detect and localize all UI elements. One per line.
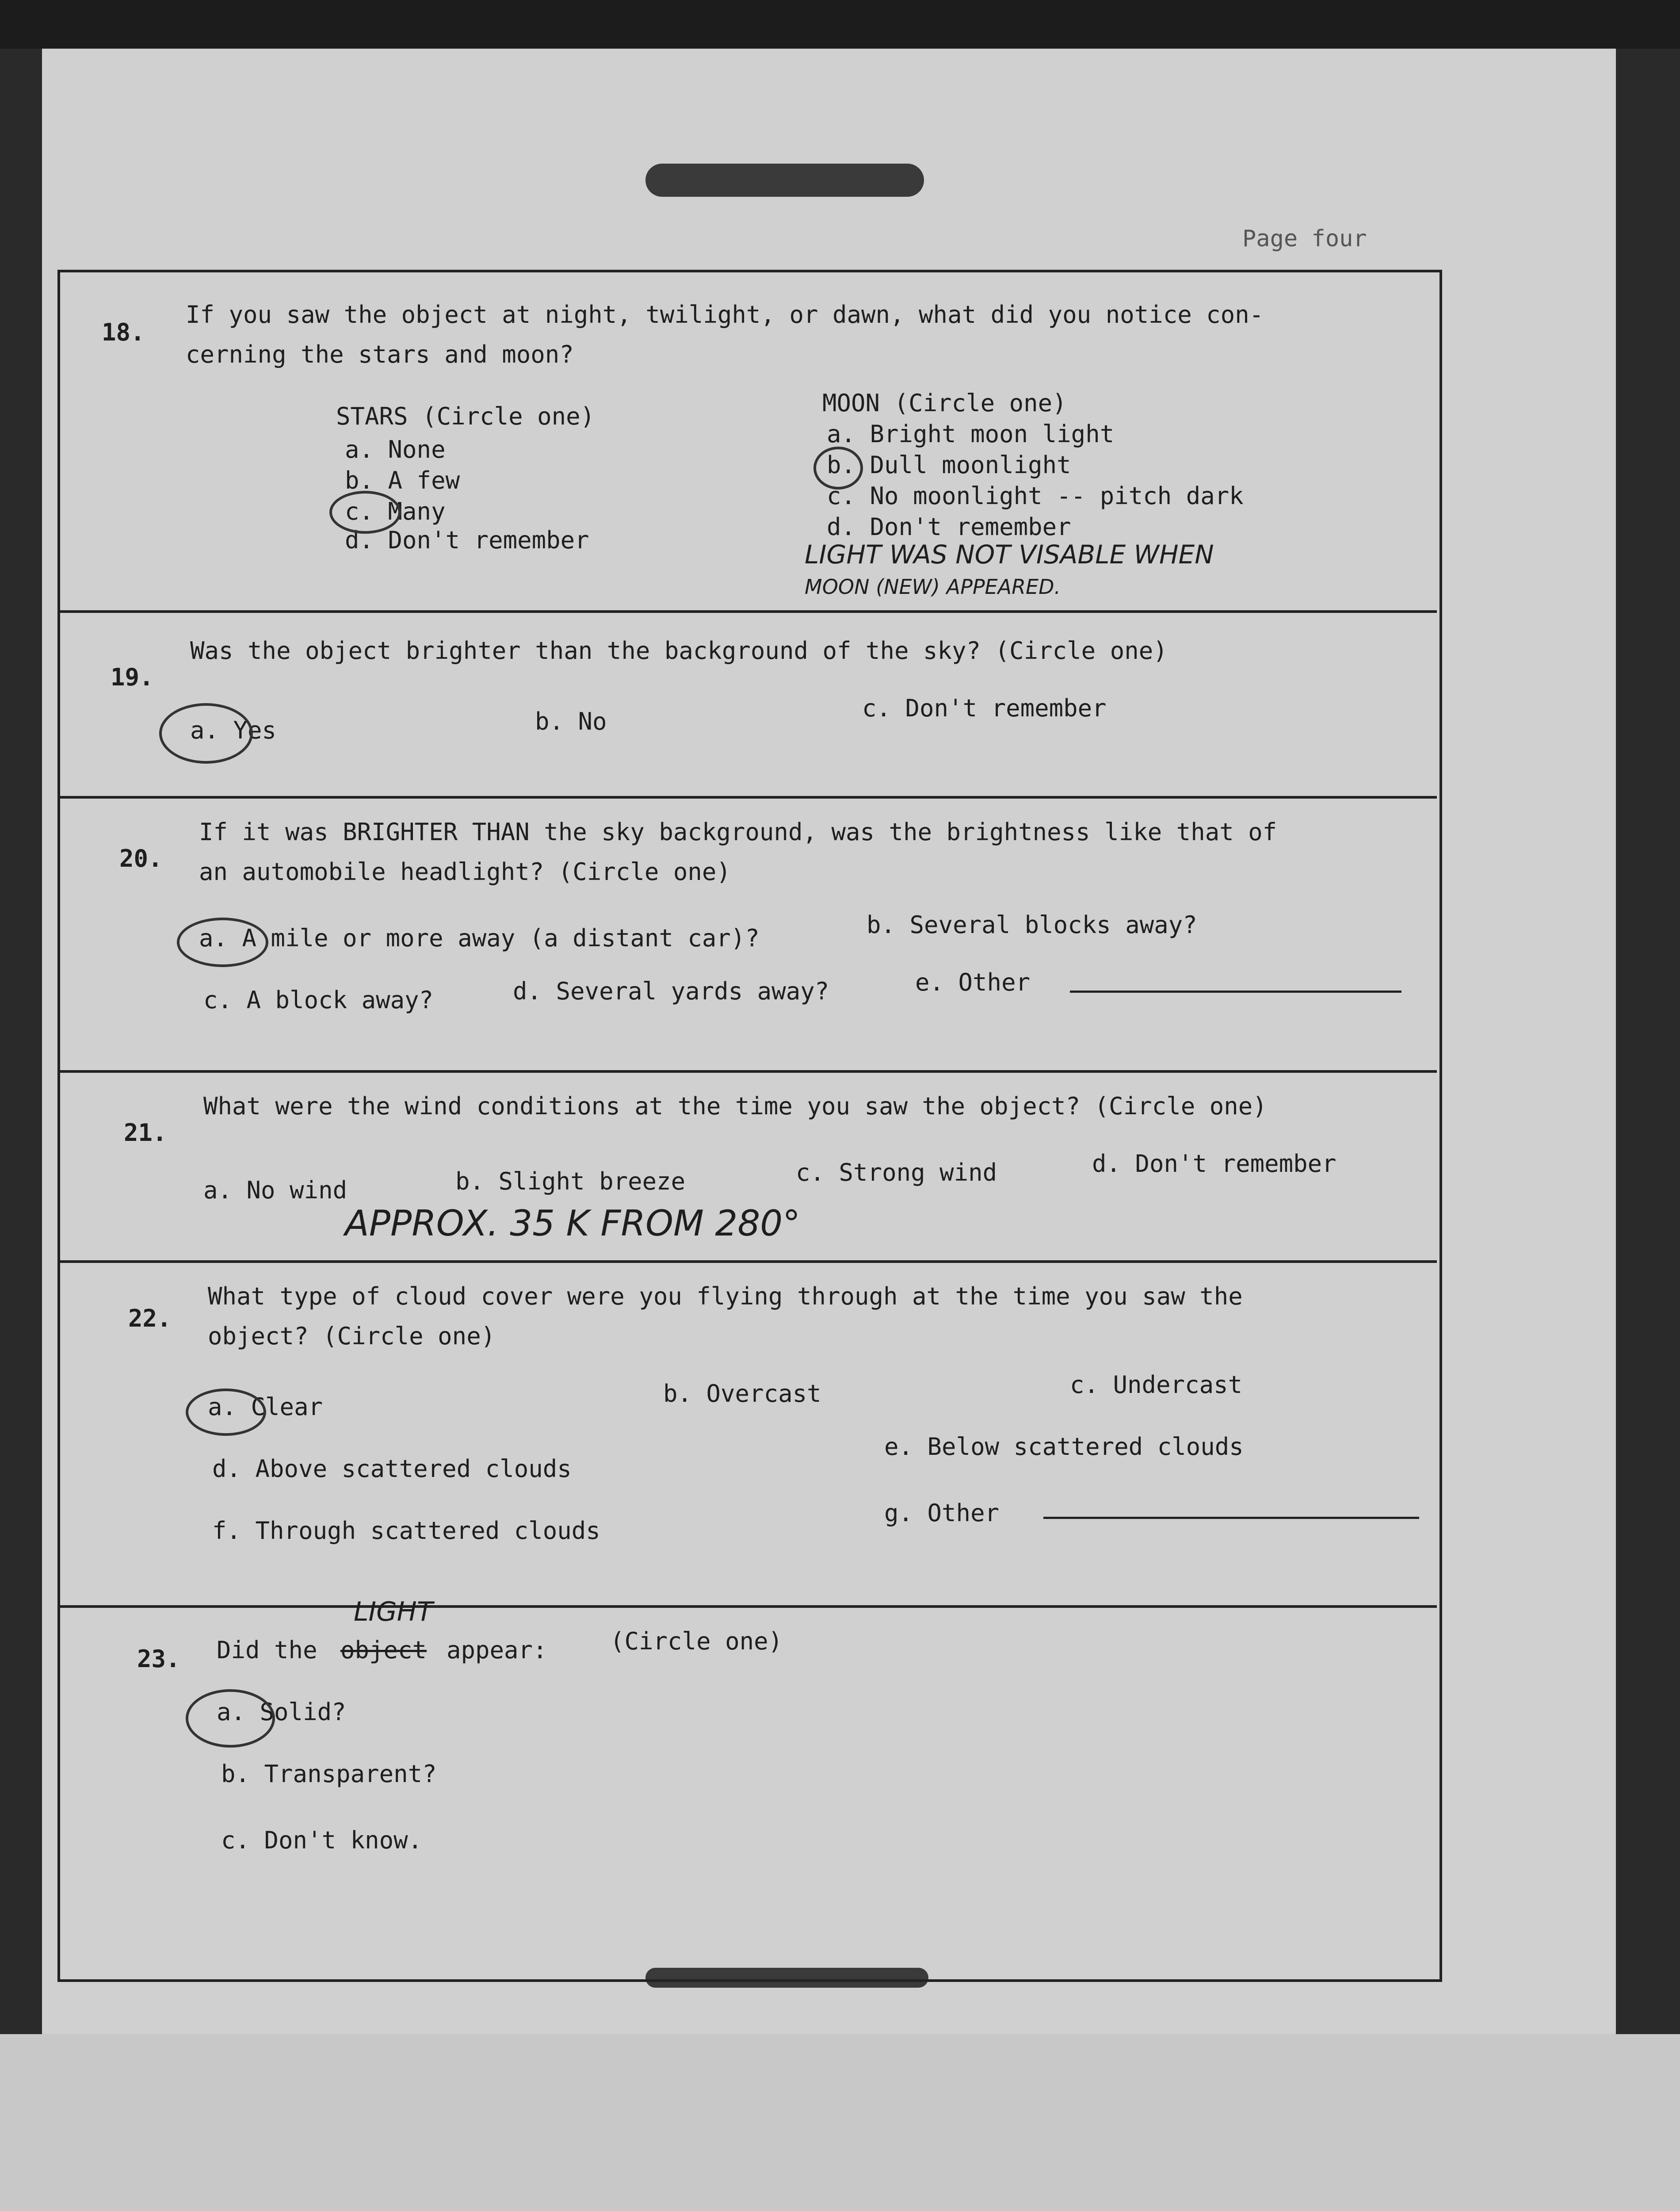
q21-option-d: d. Don't remember	[1092, 1150, 1336, 1178]
q18-moon-a: a. Bright moon light	[827, 420, 1115, 448]
q20-number: 20.	[119, 845, 163, 872]
q20-option-c: c. A block away?	[203, 986, 434, 1014]
q20-option-d: d. Several yards away?	[513, 977, 829, 1005]
q22-option-e: e. Below scattered clouds	[884, 1433, 1244, 1461]
q22-option-c: c. Undercast	[1070, 1371, 1243, 1399]
q21-option-a: a. No wind	[203, 1176, 347, 1204]
q21-handwritten: APPROX. 35 K FROM 280°	[345, 1203, 801, 1244]
q20-option-e: e. Other	[915, 968, 1031, 996]
q18-number: 18.	[102, 318, 145, 346]
q20-option-a-circle	[177, 918, 268, 967]
q22-option-a: a. Clear	[208, 1393, 323, 1421]
redaction-mark-top	[645, 164, 924, 197]
q22-text-line1: What type of cloud cover were you flying through at the time you saw the	[208, 1282, 1243, 1310]
q23-option-c: c. Don't know.	[221, 1826, 423, 1854]
page-number: Page four	[1242, 226, 1367, 252]
q19-text: Was the object brighter than the background of the sky? (Circle one)	[190, 637, 1168, 665]
q22-option-d: d. Above scattered clouds	[212, 1455, 572, 1483]
q18-moon-b-circle	[813, 447, 863, 490]
q18-moon-b: b. Dull moonlight	[827, 451, 1071, 479]
q22-text-line2: object? (Circle one)	[208, 1322, 496, 1350]
q23-inserted-word: LIGHT	[354, 1596, 433, 1627]
q19-option-b: b. No	[535, 708, 607, 735]
q18-moon-d: d. Don't remember	[827, 513, 1071, 541]
q20-other-blank	[1070, 991, 1401, 993]
q20-option-a: a. A mile or more away (a distant car)?	[199, 924, 760, 952]
q22-option-a-circle	[186, 1389, 266, 1436]
q18-stars-c-circle	[329, 491, 401, 534]
film-edge-bottom	[0, 2034, 1680, 2211]
q18-text-line1: If you saw the object at night, twilight, or dawn, what did you notice con-	[186, 301, 1264, 329]
q23-struck-word: object	[340, 1636, 427, 1664]
q23-option-a-circle	[186, 1689, 275, 1748]
q22-number: 22.	[128, 1304, 172, 1332]
q22-option-f: f. Through scattered clouds	[212, 1517, 600, 1545]
q18-moon-header: MOON (Circle one)	[822, 389, 1067, 417]
q22-option-b: b. Overcast	[663, 1380, 821, 1408]
q21-option-b: b. Slight breeze	[455, 1167, 686, 1195]
q21-text: What were the wind conditions at the time you saw the object? (Circle one)	[203, 1092, 1267, 1120]
q18-handwritten-line2: MOON (NEW) APPEARED.	[805, 575, 1061, 599]
q22-option-g: g. Other	[884, 1499, 1000, 1527]
q20-option-b: b. Several blocks away?	[867, 911, 1197, 939]
q18-text-line2: cerning the stars and moon?	[186, 340, 574, 368]
q18-moon-c: c. No moonlight -- pitch dark	[827, 482, 1244, 510]
q18-stars-a: a. None	[345, 436, 446, 463]
q19-option-c: c. Don't remember	[862, 694, 1107, 722]
q23-instruction: (Circle one)	[610, 1627, 783, 1655]
film-edge-top	[0, 0, 1680, 49]
q21-option-c: c. Strong wind	[796, 1159, 997, 1186]
q19-number: 19.	[111, 663, 154, 691]
q18-handwritten-line1: LIGHT WAS NOT VISABLE WHEN	[805, 539, 1214, 570]
q23-option-a: a. Solid?	[217, 1698, 346, 1726]
q22-other-blank	[1043, 1517, 1419, 1519]
q18-stars-c: c. Many	[345, 497, 446, 525]
q23-text-after: appear:	[447, 1636, 547, 1664]
q18-stars-b: b. A few	[345, 467, 460, 494]
q20-text-line1: If it was BRIGHTER THAN the sky background, was the brightness like that of	[199, 818, 1277, 846]
q19-option-a-circle	[159, 703, 253, 764]
q19-option-a: a. Yes	[190, 716, 277, 744]
q23-number: 23.	[137, 1645, 180, 1673]
q18-stars-header: STARS (Circle one)	[336, 402, 595, 430]
q18-stars-d: d. Don't remember	[345, 526, 589, 554]
q23-option-b: b. Transparent?	[221, 1760, 437, 1788]
q23-text-before: Did the	[217, 1636, 317, 1664]
q21-number: 21.	[124, 1119, 167, 1147]
q20-text-line2: an automobile headlight? (Circle one)	[199, 858, 731, 886]
